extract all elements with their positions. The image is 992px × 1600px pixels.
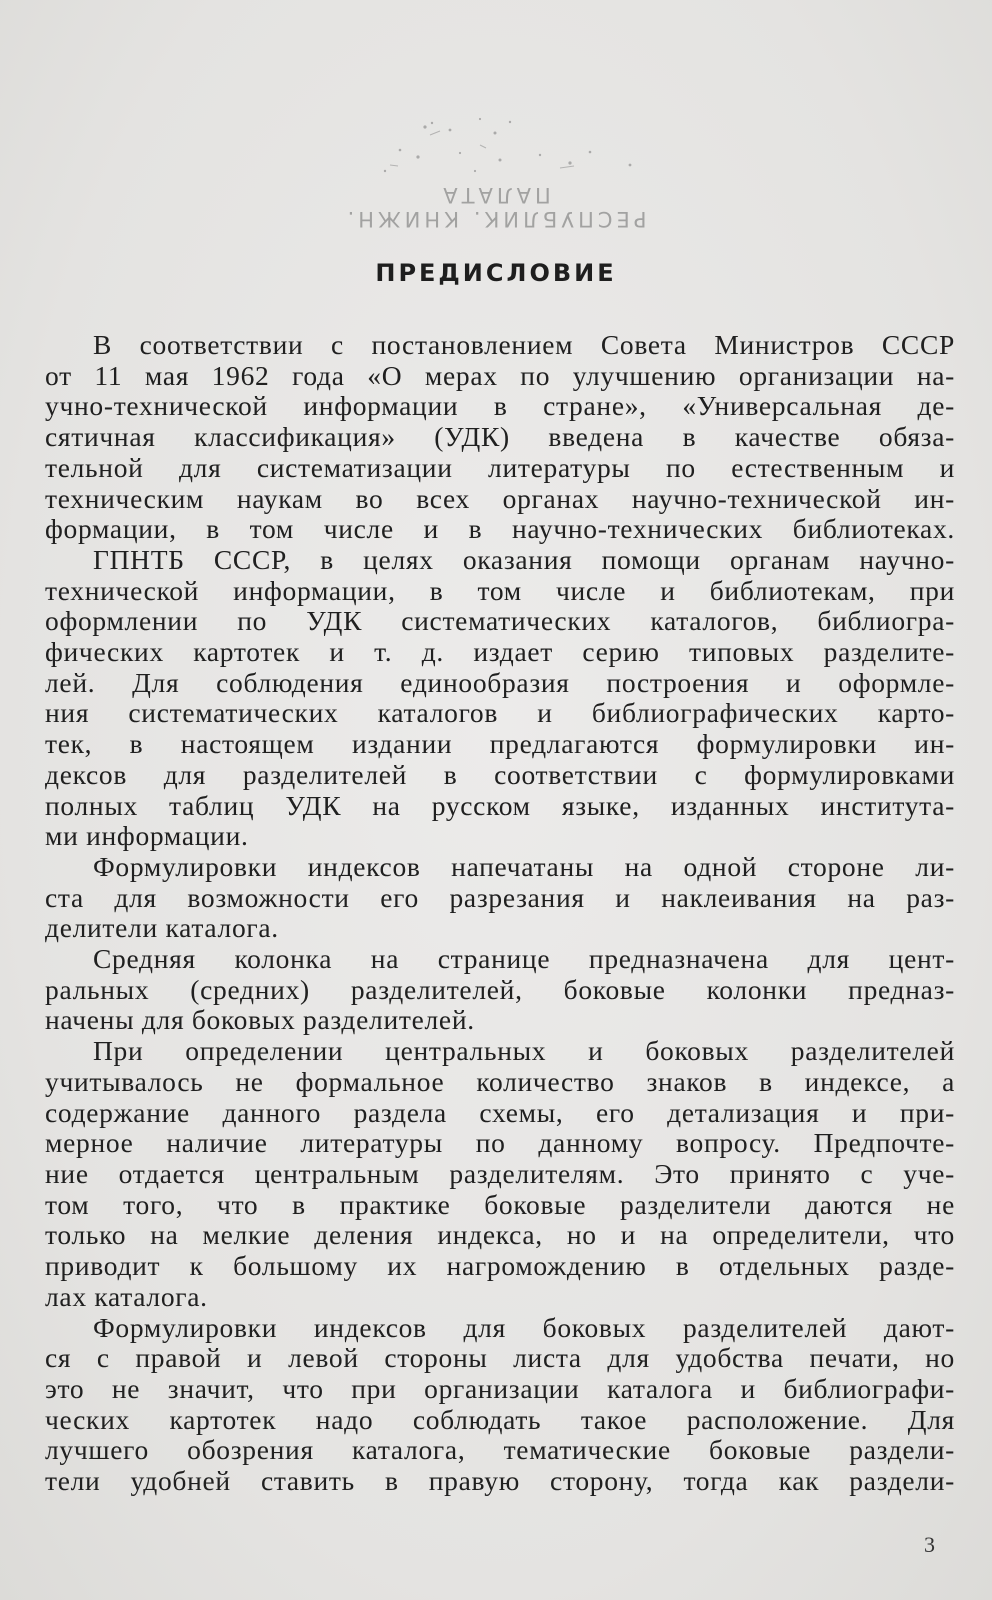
text-line: ся с правой и левой стороны листа для удобства печати, но [45,1342,955,1374]
text-line: том того, что в практике боковые разделители даются не [45,1188,955,1220]
text-line: это не значит, что при организации каталога и библиографи- [45,1372,955,1404]
text-line: приводит к большому их нагромождению в отдельных разде- [45,1250,955,1282]
page-number: 3 [924,1532,935,1557]
text-line: полных таблиц УДК на русском языке, изданных института- [45,789,955,821]
text-line: Средняя колонка на странице предназначена для цент- [93,943,955,975]
text-line: ми информации. [45,820,249,852]
text-line: техническим наукам во всех органах научно-технической ин- [45,482,955,514]
text-line: В соответствии с постановлением Совета Министров СССР [93,329,955,360]
text-line: мерное наличие литературы по данному вопросу. Предпочте- [45,1127,955,1159]
text-line: технической информации, в том числе и библиотекам, при [45,574,955,606]
text-line: ГПНТБ СССР, в целях оказания помощи органам научно- [93,543,955,575]
page-title: ПРЕДИСЛОВИЕ [375,259,617,287]
text-line: Формулировки индексов напечатаны на одной стороне ли- [93,850,955,882]
text-line: ральных (средних) разделителей, боковые колонки предназ- [45,973,955,1005]
text-line: лучшего обозрения каталога, тематические боковые раздели- [45,1434,955,1466]
text-line: лах каталога. [45,1280,208,1312]
text-line: фических картотек и т. д. издает серию типовых разделите- [45,636,955,668]
text-line: ста для возможности его разрезания и наклеивания на раз- [45,881,955,913]
body-text [45,330,955,1497]
text-line: сятичная классификация» (УДК) введена в качестве обяза- [45,421,955,453]
text-line: дексов для разделителей в соответствии с формулировками [45,758,955,790]
text-line: При определении центральных и боковых разделителей [93,1035,955,1067]
text-line: тек, в настоящем издании предлагаются формулировки ин- [45,728,955,760]
text-line: Формулировки индексов для боковых разделителей дают- [93,1311,955,1343]
text-line: формации, в том числе и в научно-технических библиотеках. [45,513,955,545]
text-line: учно-технической информации в стране», «Универсальная де- [45,390,955,422]
text-line: содержание данного раздела схемы, его детализация и при- [45,1096,955,1128]
text-line: делители каталога. [45,912,279,944]
stamp-text: РЕСПУБЛИК. КНИЖН. ПАЛАТА [343,183,647,231]
text-line: от 11 мая 1962 года «О мерах по улучшению организации на- [45,359,955,391]
text-line: тельной для систематизации литературы по естественным и [45,451,955,483]
text-line: лей. Для соблюдения единообразия построения и оформле- [45,666,955,698]
text-line: тели удобней ставить в правую сторону, тогда как раздели- [45,1465,955,1497]
text-line: ния систематических каталогов и библиографических карто- [45,697,955,729]
text-line: только на мелкие деления индекса, но и на определители, что [45,1219,955,1251]
text-line: ческих картотек надо соблюдать такое расположение. Для [45,1403,955,1435]
text-line: начены для боковых разделителей. [45,1004,475,1036]
text-line: учитывалось не формальное количество знаков в индексе, а [45,1065,955,1097]
text-line: оформлении по УДК систематических каталогов, библиогра- [45,605,955,637]
library-stamp [330,105,660,235]
text-line: ние отдается центральным разделителям. Это принято с уче- [45,1157,955,1189]
